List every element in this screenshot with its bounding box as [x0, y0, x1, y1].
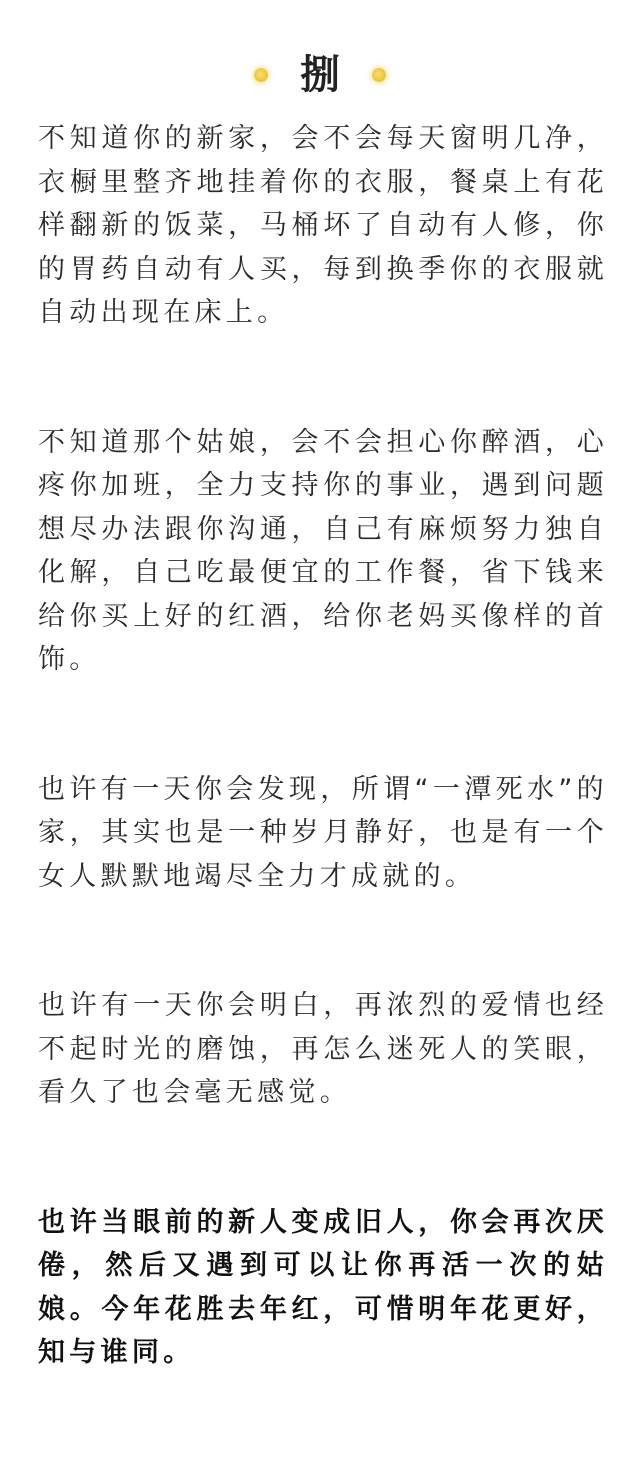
- paragraph-1: 不知道你的新家，会不会每天窗明几净，衣橱里整齐地挂着你的衣服，餐桌上有花样翻新的饭菜，马桶坏了自动有人修，你的胃药自动有人买，每到换季你的衣服就自动出现在床上。: [38, 123, 608, 328]
- paragraph-4: 也许有一天你会明白，再浓烈的爱情也经不起时光的磨蚀，再怎么迷死人的笑眼，看久了也会毫无感觉。: [38, 990, 608, 1108]
- paragraph-3: 也许有一天你会发现，所谓“一潭死水”的家，其实也是一种岁月静好，也是有一个女人默默地竭尽全力才成就的。: [38, 773, 608, 892]
- section-header: [0, 44, 640, 106]
- paragraph-5: 也许当眼前的新人变成旧人，你会再次厌倦，然后又遇到可以让你再活一次的姑娘。今年花胜去年红，可惜明年花更好，知与谁同。: [38, 1206, 608, 1368]
- article-body: [38, 117, 608, 1375]
- section-title: 捌: [300, 51, 340, 98]
- paragraph-2: 不知道那个姑娘，会不会担心你醉酒，心疼你加班，全力支持你的事业，遇到问题想尽办法跟你沟通，自己有麻烦努力独自化解，自己吃最便宜的工作餐，省下钱来给你买上好的红酒，给你老妈买像样的首饰。: [38, 426, 608, 675]
- right-dot-icon: [372, 68, 386, 82]
- left-dot-icon: [254, 68, 268, 82]
